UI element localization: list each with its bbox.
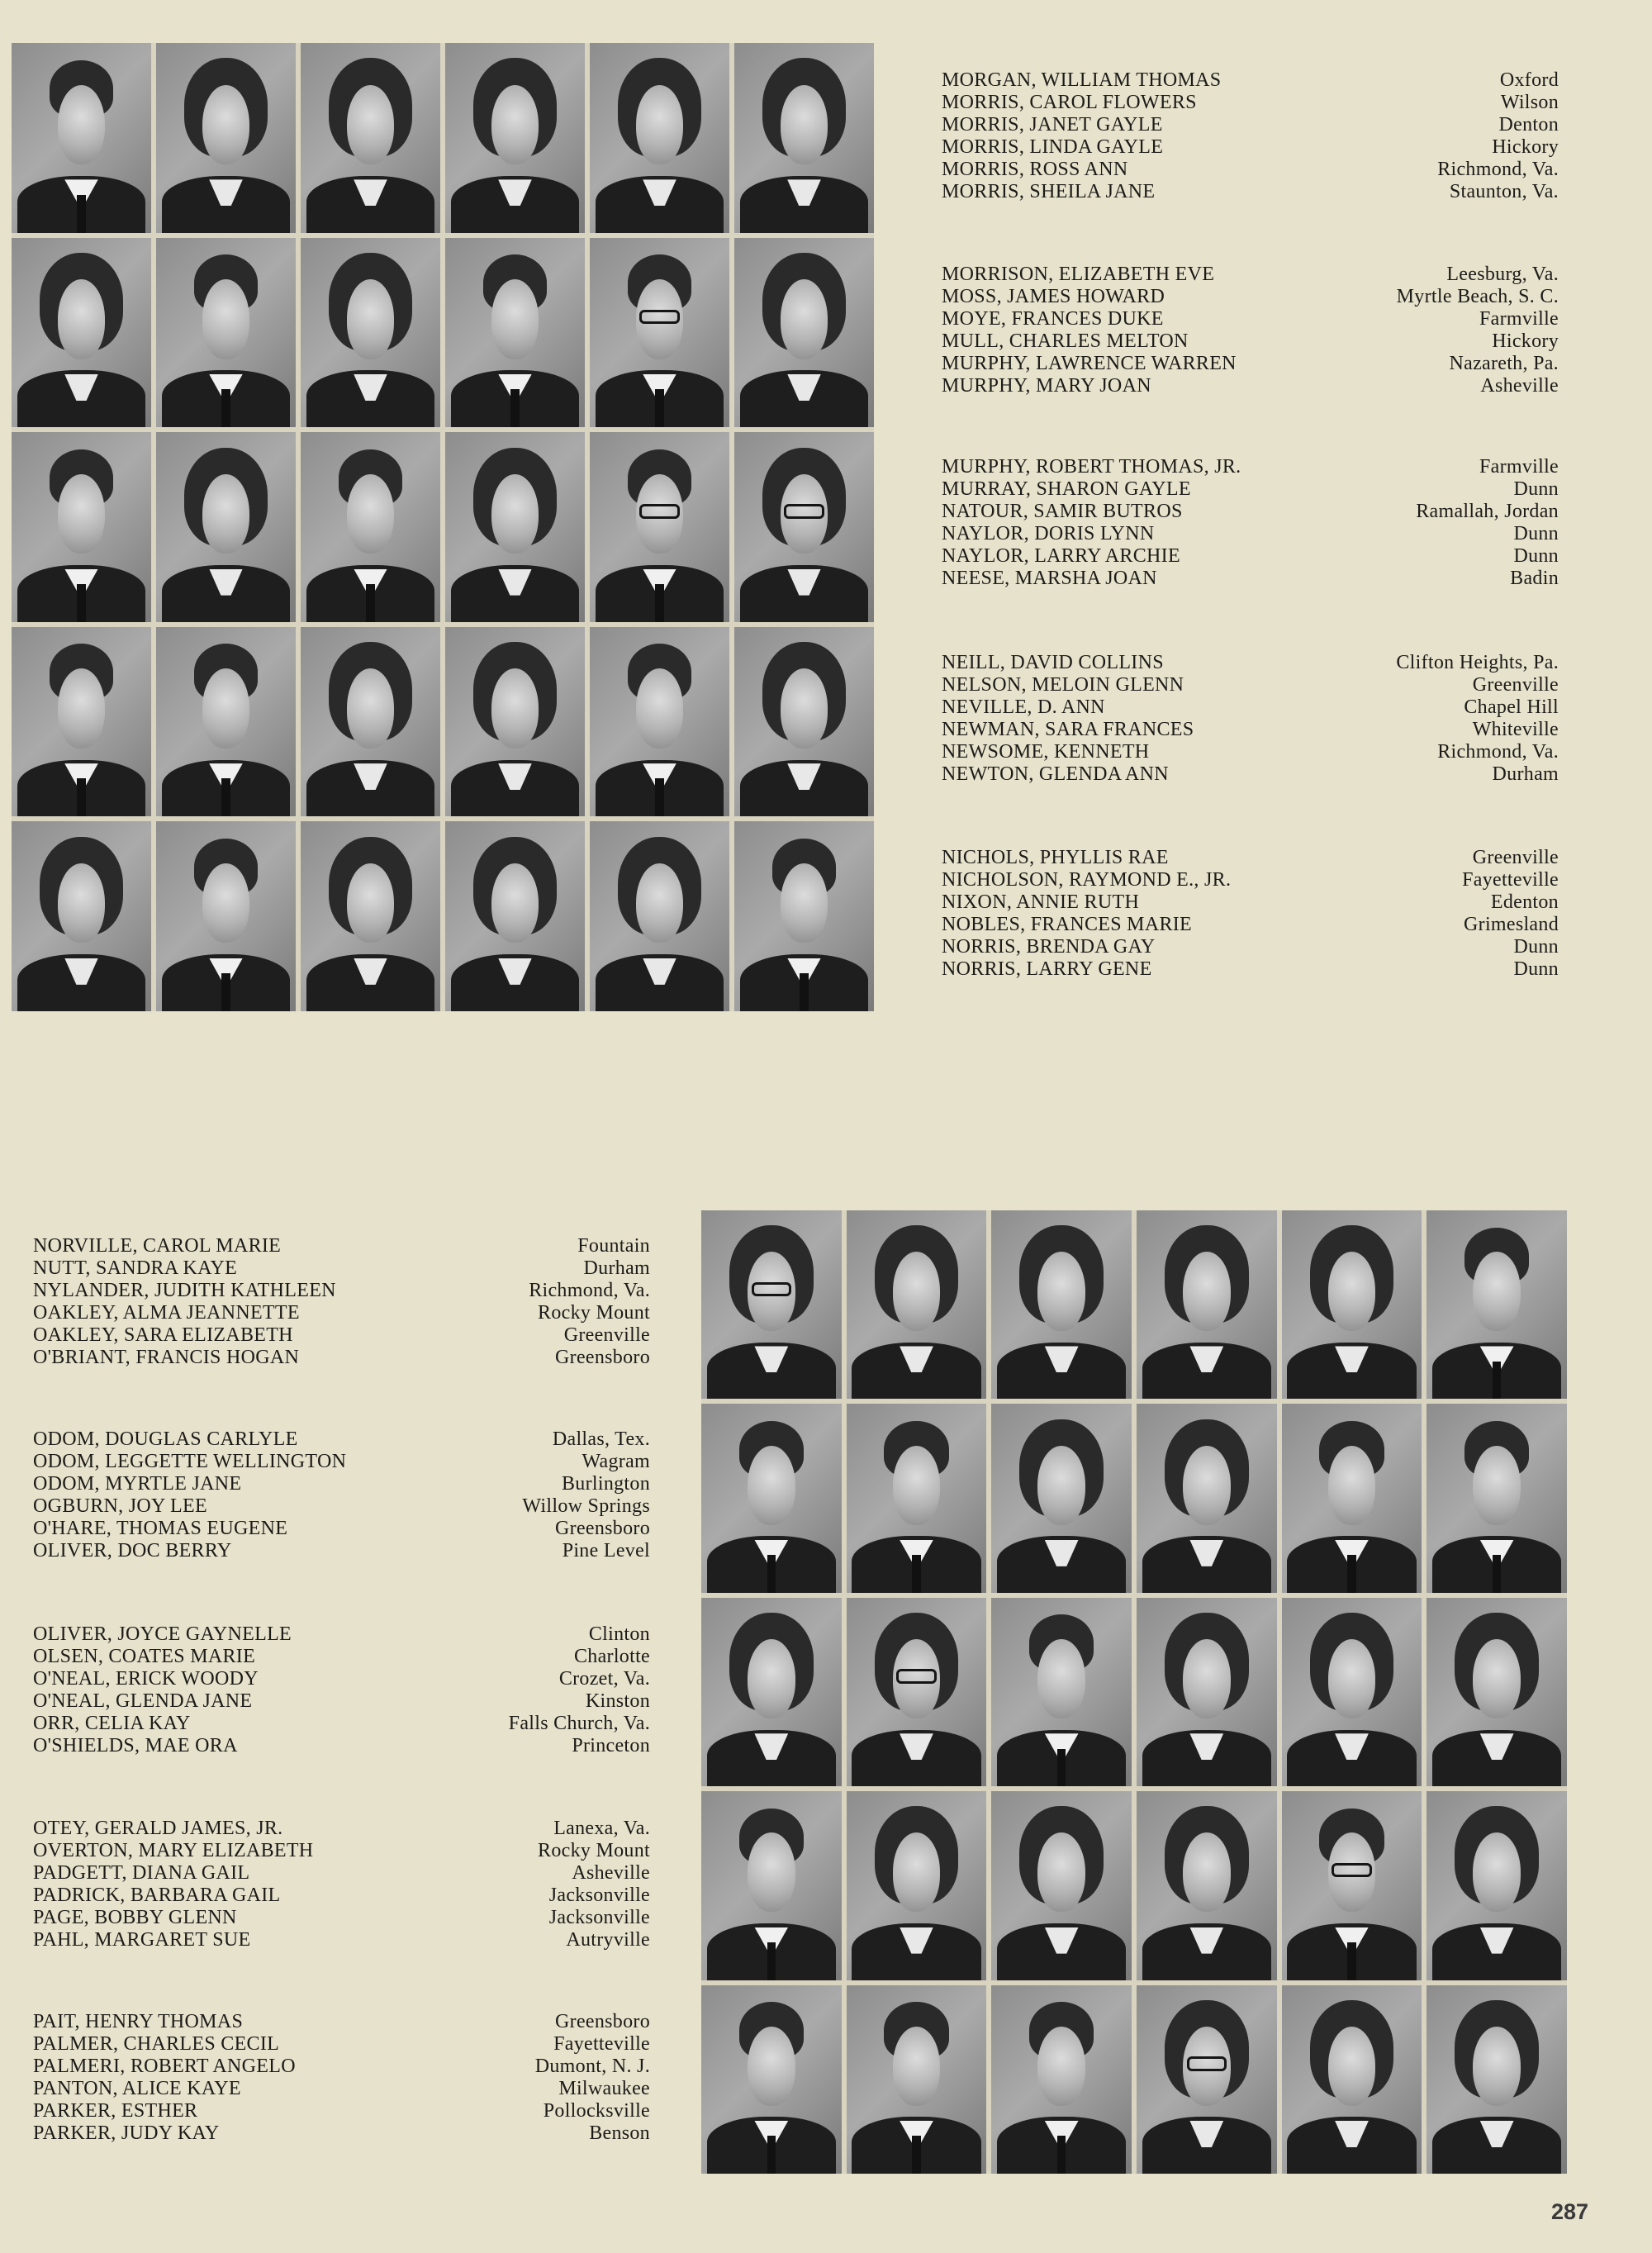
student-entry <box>942 69 1559 92</box>
student-entry <box>942 847 1559 869</box>
student-hometown: Hickory <box>1492 330 1559 352</box>
photo-grid-top <box>12 43 874 1011</box>
student-hometown: Jacksonville <box>548 1885 650 1906</box>
top-portrait-photo <box>156 821 296 1011</box>
student-entry <box>33 1324 650 1347</box>
student-hometown: Fayetteville <box>1462 869 1559 891</box>
student-hometown: Fountain <box>577 1235 650 1257</box>
student-hometown: Farmville <box>1479 308 1559 330</box>
student-name: NYLANDER, JUDITH KATHLEEN <box>33 1280 336 1301</box>
student-name: NEWTON, GLENDA ANN <box>942 763 1169 785</box>
top-portrait-photo <box>301 43 440 233</box>
student-name: O'SHIELDS, MAE ORA <box>33 1735 238 1756</box>
student-entry <box>942 92 1559 114</box>
bottom-portrait-photo <box>701 1598 842 1786</box>
student-name: MURPHY, MARY JOAN <box>942 375 1151 397</box>
student-hometown: Milwaukee <box>558 2078 650 2099</box>
student-entry <box>942 568 1559 590</box>
student-hometown: Richmond, Va. <box>1437 741 1559 763</box>
student-name: NAYLOR, LARRY ARCHIE <box>942 545 1180 567</box>
top-portrait-photo <box>734 627 874 817</box>
student-entry <box>33 2078 650 2100</box>
student-hometown: Greensboro <box>555 1518 650 1539</box>
student-hometown: Staunton, Va. <box>1449 181 1559 202</box>
student-name: PADGETT, DIANA GAIL <box>33 1862 250 1884</box>
bottom-portrait-photo <box>991 1404 1132 1592</box>
bottom-portrait-photo <box>1137 1791 1277 1980</box>
student-hometown: Hickory <box>1492 136 1559 158</box>
student-name: PAHL, MARGARET SUE <box>33 1929 251 1951</box>
student-hometown: Nazareth, Pa. <box>1449 353 1559 374</box>
bottom-portrait-photo <box>1282 1985 1422 2174</box>
top-portrait-photo <box>590 432 729 622</box>
top-portrait-photo <box>734 238 874 428</box>
student-hometown: Farmville <box>1479 456 1559 478</box>
student-hometown: Durham <box>583 1257 650 1279</box>
top-portrait-photo <box>445 627 585 817</box>
student-name: O'HARE, THOMAS EUGENE <box>33 1518 288 1539</box>
student-name: PAGE, BOBBY GLENN <box>33 1907 237 1928</box>
student-name: OAKLEY, SARA ELIZABETH <box>33 1324 293 1346</box>
student-entry <box>942 286 1559 308</box>
top-portrait-photo <box>156 627 296 817</box>
bottom-name-group <box>33 1818 650 1951</box>
student-hometown: Fayetteville <box>553 2033 650 2055</box>
top-portrait-photo <box>301 238 440 428</box>
student-entry <box>33 1623 650 1646</box>
student-hometown: Jacksonville <box>548 1907 650 1928</box>
student-hometown: Dunn <box>1513 545 1559 567</box>
top-portrait-photo <box>301 821 440 1011</box>
bottom-portrait-photo <box>701 1985 842 2174</box>
bottom-portrait-photo <box>1137 1985 1277 2174</box>
student-name: NOBLES, FRANCES MARIE <box>942 914 1193 935</box>
student-name: MORRISON, ELIZABETH EVE <box>942 264 1215 285</box>
top-portrait-photo <box>445 821 585 1011</box>
student-name: OTEY, GERALD JAMES, JR. <box>33 1818 283 1839</box>
student-hometown: Oxford <box>1499 69 1559 91</box>
student-entry <box>33 1518 650 1540</box>
student-entry <box>33 1540 650 1562</box>
student-entry <box>33 2056 650 2078</box>
bottom-name-group <box>33 1623 650 1757</box>
student-entry <box>33 1885 650 1907</box>
bottom-name-group <box>33 2011 650 2145</box>
student-name: NORRIS, LARRY GENE <box>942 958 1152 980</box>
student-entry <box>942 523 1559 545</box>
student-entry <box>33 1347 650 1369</box>
student-name: NUTT, SANDRA KAYE <box>33 1257 238 1279</box>
student-hometown: Dunn <box>1513 523 1559 544</box>
student-name: OAKLEY, ALMA JEANNETTE <box>33 1302 300 1324</box>
student-name: OLIVER, JOYCE GAYNELLE <box>33 1623 292 1645</box>
student-hometown: Richmond, Va. <box>529 1280 650 1301</box>
student-entry <box>33 1735 650 1757</box>
student-hometown: Myrtle Beach, S. C. <box>1396 286 1559 307</box>
student-hometown: Kinston <box>585 1690 650 1712</box>
student-entry <box>33 2033 650 2056</box>
bottom-name-group <box>33 1235 650 1369</box>
student-entry <box>942 181 1559 203</box>
student-hometown: Lanexa, Va. <box>553 1818 650 1839</box>
bottom-portrait-photo <box>1137 1210 1277 1399</box>
student-entry <box>33 1235 650 1257</box>
student-hometown: Willow Springs <box>522 1495 650 1517</box>
photo-grid-bottom <box>701 1210 1567 2174</box>
student-name: NEVILLE, D. ANN <box>942 696 1105 718</box>
student-entry <box>33 2100 650 2122</box>
student-entry <box>942 308 1559 330</box>
student-name: ODOM, LEGGETTE WELLINGTON <box>33 1451 347 1472</box>
bottom-portrait-photo <box>1427 1791 1567 1980</box>
student-name: MORRIS, ROSS ANN <box>942 159 1128 180</box>
bottom-portrait-photo <box>847 1598 987 1786</box>
student-entry <box>942 375 1559 397</box>
bottom-portrait-photo <box>991 1210 1132 1399</box>
student-name: MOSS, JAMES HOWARD <box>942 286 1165 307</box>
student-name: PARKER, JUDY KAY <box>33 2122 220 2144</box>
top-portrait-photo <box>590 821 729 1011</box>
student-hometown: Dallas, Tex. <box>552 1428 650 1450</box>
student-entry <box>942 478 1559 501</box>
student-hometown: Greenville <box>1472 847 1559 868</box>
bottom-portrait-photo <box>1282 1210 1422 1399</box>
top-portrait-photo <box>156 238 296 428</box>
bottom-portrait-photo <box>1427 1404 1567 1592</box>
student-entry <box>942 891 1559 914</box>
student-name: O'NEAL, ERICK WOODY <box>33 1668 259 1690</box>
bottom-portrait-photo <box>847 1210 987 1399</box>
student-name: MULL, CHARLES MELTON <box>942 330 1189 352</box>
student-name: PANTON, ALICE KAYE <box>33 2078 241 2099</box>
student-hometown: Rocky Mount <box>538 1840 650 1861</box>
student-hometown: Crozet, Va. <box>558 1668 650 1690</box>
student-entry <box>33 1280 650 1302</box>
student-name: MURPHY, ROBERT THOMAS, JR. <box>942 456 1241 478</box>
student-name: NEWMAN, SARA FRANCES <box>942 719 1194 740</box>
student-entry <box>33 1451 650 1473</box>
student-hometown: Benson <box>589 2122 650 2144</box>
student-name: NEWSOME, KENNETH <box>942 741 1150 763</box>
student-entry <box>942 159 1559 181</box>
student-entry <box>942 353 1559 375</box>
bottom-portrait-photo <box>1427 1598 1567 1786</box>
student-entry <box>33 1690 650 1713</box>
bottom-portrait-photo <box>991 1985 1132 2174</box>
student-entry <box>33 1646 650 1668</box>
student-name: O'BRIANT, FRANCIS HOGAN <box>33 1347 300 1368</box>
student-hometown: Chapel Hill <box>1464 696 1559 718</box>
student-name: PADRICK, BARBARA GAIL <box>33 1885 281 1906</box>
top-portrait-photo <box>301 627 440 817</box>
student-hometown: Richmond, Va. <box>1437 159 1559 180</box>
student-name: OLSEN, COATES MARIE <box>33 1646 256 1667</box>
student-hometown: Greensboro <box>555 2011 650 2032</box>
student-entry <box>33 1818 650 1840</box>
student-name: NICHOLS, PHYLLIS RAE <box>942 847 1169 868</box>
bottom-portrait-photo <box>847 1791 987 1980</box>
bottom-portrait-photo <box>701 1791 842 1980</box>
student-name: PALMERI, ROBERT ANGELO <box>33 2056 296 2077</box>
student-hometown: Greensboro <box>555 1347 650 1368</box>
bottom-portrait-photo <box>701 1210 842 1399</box>
student-entry <box>942 456 1559 478</box>
bottom-portrait-photo <box>847 1985 987 2174</box>
top-portrait-photo <box>12 821 151 1011</box>
top-name-group <box>942 456 1559 590</box>
student-entry <box>942 719 1559 741</box>
bottom-portrait-photo <box>1427 1210 1567 1399</box>
student-hometown: Charlotte <box>573 1646 650 1667</box>
student-entry <box>33 2122 650 2145</box>
top-name-group <box>942 69 1559 203</box>
student-entry <box>942 914 1559 936</box>
student-hometown: Dunn <box>1513 958 1559 980</box>
top-portrait-photo <box>590 627 729 817</box>
student-entry <box>942 136 1559 159</box>
student-entry <box>942 264 1559 286</box>
student-hometown: Princeton <box>572 1735 650 1756</box>
top-portrait-photo <box>590 43 729 233</box>
student-entry <box>942 696 1559 719</box>
student-hometown: Wagram <box>582 1451 650 1472</box>
top-portrait-photo <box>301 432 440 622</box>
student-name: NATOUR, SAMIR BUTROS <box>942 501 1183 522</box>
bottom-portrait-photo <box>1427 1985 1567 2174</box>
student-name: ODOM, MYRTLE JANE <box>33 1473 242 1495</box>
student-name: ODOM, DOUGLAS CARLYLE <box>33 1428 298 1450</box>
student-entry <box>33 1713 650 1735</box>
student-name: NAYLOR, DORIS LYNN <box>942 523 1155 544</box>
top-portrait-photo <box>734 821 874 1011</box>
student-entry <box>33 1302 650 1324</box>
student-hometown: Dunn <box>1513 936 1559 958</box>
student-hometown: Greenville <box>1472 674 1559 696</box>
top-portrait-photo <box>12 627 151 817</box>
student-hometown: Clinton <box>588 1623 650 1645</box>
bottom-portrait-photo <box>1282 1791 1422 1980</box>
top-name-group <box>942 264 1559 397</box>
student-name: OGBURN, JOY LEE <box>33 1495 207 1517</box>
top-portrait-photo <box>445 238 585 428</box>
top-portrait-photo <box>734 432 874 622</box>
student-hometown: Rocky Mount <box>538 1302 650 1324</box>
page-number: 287 <box>1551 2199 1589 2224</box>
student-name: NIXON, ANNIE RUTH <box>942 891 1140 913</box>
student-name: MORRIS, JANET GAYLE <box>942 114 1163 135</box>
student-hometown: Falls Church, Va. <box>508 1713 650 1734</box>
top-portrait-photo <box>734 43 874 233</box>
student-hometown: Dumont, N. J. <box>534 2056 650 2077</box>
bottom-portrait-photo <box>1282 1404 1422 1592</box>
student-entry <box>33 1862 650 1885</box>
student-entry <box>33 2011 650 2033</box>
student-name: OVERTON, MARY ELIZABETH <box>33 1840 314 1861</box>
student-hometown: Asheville <box>572 1862 650 1884</box>
student-hometown: Pollocksville <box>543 2100 650 2122</box>
student-name: MORRIS, SHEILA JANE <box>942 181 1156 202</box>
student-name: PAIT, HENRY THOMAS <box>33 2011 244 2032</box>
bottom-portrait-photo <box>701 1404 842 1592</box>
student-hometown: Leesburg, Va. <box>1446 264 1559 285</box>
student-name: NELSON, MELOIN GLENN <box>942 674 1184 696</box>
student-hometown: Autryville <box>566 1929 650 1951</box>
student-hometown: Asheville <box>1480 375 1559 397</box>
student-entry <box>942 545 1559 568</box>
student-name: MORGAN, WILLIAM THOMAS <box>942 69 1222 91</box>
student-name: NEILL, DAVID COLLINS <box>942 652 1164 673</box>
top-portrait-photo <box>590 238 729 428</box>
student-hometown: Dunn <box>1513 478 1559 500</box>
student-name: ORR, CELIA KAY <box>33 1713 191 1734</box>
student-entry <box>942 674 1559 696</box>
student-name: NEESE, MARSHA JOAN <box>942 568 1157 589</box>
student-name: MORRIS, LINDA GAYLE <box>942 136 1164 158</box>
top-portrait-photo <box>445 432 585 622</box>
student-entry <box>33 1907 650 1929</box>
student-hometown: Greenville <box>563 1324 650 1346</box>
student-name: NICHOLSON, RAYMOND E., JR. <box>942 869 1232 891</box>
bottom-portrait-photo <box>1137 1598 1277 1786</box>
student-hometown: Clifton Heights, Pa. <box>1396 652 1559 673</box>
top-portrait-photo <box>156 432 296 622</box>
student-entry <box>942 114 1559 136</box>
student-entry <box>942 501 1559 523</box>
student-hometown: Pine Level <box>562 1540 650 1561</box>
top-portrait-photo <box>12 238 151 428</box>
student-name: NORRIS, BRENDA GAY <box>942 936 1156 958</box>
student-hometown: Wilson <box>1500 92 1559 113</box>
student-name: MURPHY, LAWRENCE WARREN <box>942 353 1237 374</box>
top-portrait-photo <box>12 432 151 622</box>
top-portrait-photo <box>12 43 151 233</box>
student-entry <box>942 936 1559 958</box>
student-hometown: Ramallah, Jordan <box>1416 501 1559 522</box>
top-portrait-photo <box>445 43 585 233</box>
student-hometown: Grimesland <box>1464 914 1559 935</box>
student-entry <box>942 652 1559 674</box>
student-hometown: Badin <box>1510 568 1559 589</box>
student-hometown: Durham <box>1492 763 1559 785</box>
student-entry <box>33 1428 650 1451</box>
student-entry <box>33 1473 650 1495</box>
student-entry <box>33 1257 650 1280</box>
student-entry <box>942 741 1559 763</box>
student-entry <box>942 763 1559 786</box>
student-name: MORRIS, CAROL FLOWERS <box>942 92 1197 113</box>
bottom-portrait-photo <box>991 1598 1132 1786</box>
student-entry <box>33 1668 650 1690</box>
student-name: MOYE, FRANCES DUKE <box>942 308 1164 330</box>
student-name: PALMER, CHARLES CECIL <box>33 2033 280 2055</box>
bottom-portrait-photo <box>991 1791 1132 1980</box>
student-hometown: Burlington <box>561 1473 650 1495</box>
student-name: MURRAY, SHARON GAYLE <box>942 478 1191 500</box>
student-name: OLIVER, DOC BERRY <box>33 1540 232 1561</box>
student-hometown: Whiteville <box>1472 719 1559 740</box>
student-entry <box>33 1495 650 1518</box>
top-name-group <box>942 652 1559 786</box>
student-entry <box>33 1929 650 1951</box>
student-name: O'NEAL, GLENDA JANE <box>33 1690 253 1712</box>
student-name: NORVILLE, CAROL MARIE <box>33 1235 282 1257</box>
student-hometown: Edenton <box>1490 891 1559 913</box>
student-name: PARKER, ESTHER <box>33 2100 198 2122</box>
student-entry <box>942 958 1559 981</box>
student-entry <box>942 330 1559 353</box>
student-entry <box>33 1840 650 1862</box>
bottom-portrait-photo <box>847 1404 987 1592</box>
student-entry <box>942 869 1559 891</box>
student-hometown: Denton <box>1498 114 1559 135</box>
top-name-group <box>942 847 1559 981</box>
bottom-portrait-photo <box>1137 1404 1277 1592</box>
bottom-name-group <box>33 1428 650 1562</box>
bottom-portrait-photo <box>1282 1598 1422 1786</box>
top-portrait-photo <box>156 43 296 233</box>
